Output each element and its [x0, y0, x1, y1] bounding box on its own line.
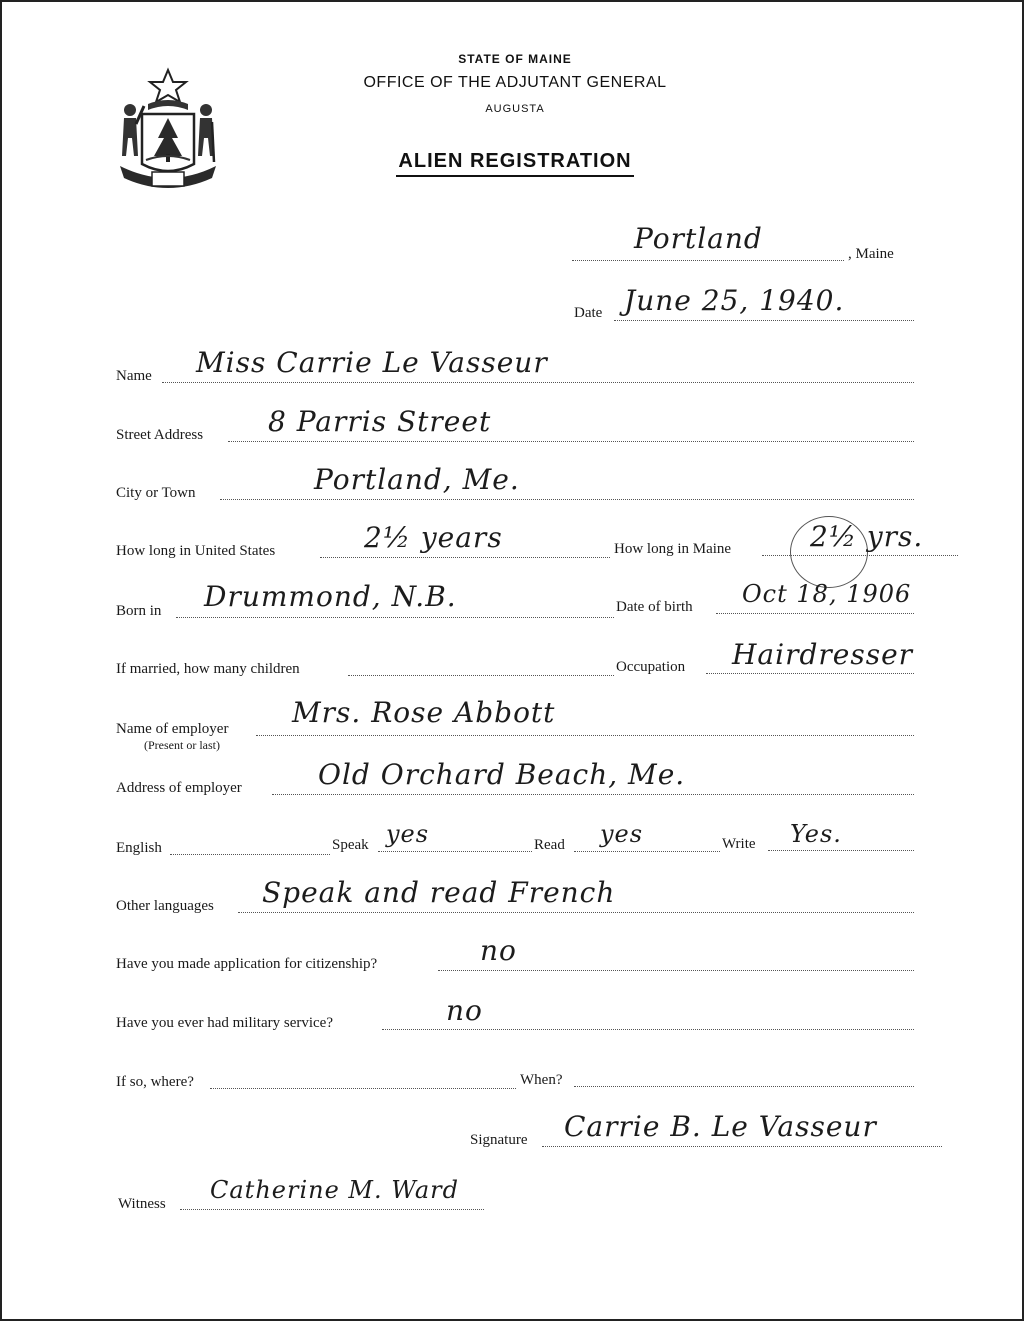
read-label: Read — [534, 837, 565, 853]
employer-address-label: Address of employer — [116, 780, 242, 796]
english-label: English — [116, 840, 162, 856]
how-long-us-value: 2½ years — [364, 521, 503, 554]
read-line — [574, 851, 720, 852]
street-line — [228, 441, 914, 442]
how-long-us-label: How long in United States — [116, 543, 276, 559]
other-languages-label: Other languages — [116, 898, 214, 914]
header-state: STATE OF MAINE — [458, 52, 572, 66]
name-value: Miss Carrie Le Vasseur — [196, 346, 548, 379]
signature-line — [542, 1146, 942, 1147]
name-line — [162, 382, 914, 383]
write-value: Yes. — [790, 820, 842, 848]
when-line — [574, 1086, 914, 1087]
witness-value: Catherine M. Ward — [210, 1176, 459, 1204]
occupation-label: Occupation — [616, 659, 686, 675]
date-of-birth-value: Oct 18, 1906 — [742, 580, 912, 608]
street-label: Street Address — [116, 427, 204, 443]
employer-name-label: Name of employer — [116, 721, 229, 737]
header-office: OFFICE OF THE ADJUTANT GENERAL — [363, 74, 667, 91]
city-town-value: Portland, Me. — [314, 463, 520, 496]
date-of-birth-label: Date of birth — [616, 599, 693, 615]
form-title-text: ALIEN REGISTRATION — [396, 150, 633, 177]
form-title — [300, 150, 730, 173]
street-value: 8 Parris Street — [268, 405, 492, 438]
speak-line — [378, 851, 532, 852]
city-town-label: City or Town — [116, 485, 196, 501]
speak-label: Speak — [332, 837, 369, 853]
employer-address-value: Old Orchard Beach, Me. — [318, 758, 686, 791]
married-children-line — [348, 675, 614, 676]
employer-note: (Present or last) — [144, 738, 220, 752]
maine-label: , Maine — [848, 246, 894, 262]
employer-address-line — [272, 794, 914, 795]
city-town-line — [220, 499, 914, 500]
citizenship-line — [438, 970, 914, 971]
when-label: When? — [520, 1072, 563, 1088]
signature-label: Signature — [470, 1132, 528, 1148]
speak-value: yes — [386, 820, 430, 848]
other-languages-line — [238, 912, 914, 913]
born-in-label: Born in — [116, 603, 162, 619]
if-so-where-label: If so, where? — [116, 1074, 194, 1090]
born-in-value: Drummond, N.B. — [204, 580, 457, 613]
born-in-line — [176, 617, 614, 618]
occupation-value: Hairdresser — [732, 638, 914, 671]
military-line — [382, 1029, 914, 1030]
signature-value: Carrie B. Le Vasseur — [564, 1110, 877, 1143]
write-line — [768, 850, 914, 851]
married-children-label: If married, how many children — [116, 661, 300, 677]
place-value: Portland — [634, 222, 763, 255]
how-long-us-line — [320, 557, 610, 558]
military-label: Have you ever had military service? — [116, 1015, 333, 1031]
how-long-maine-value: 2½ yrs. — [810, 520, 924, 553]
english-line — [170, 854, 330, 855]
write-label: Write — [722, 836, 756, 852]
other-languages-value: Speak and read French — [262, 876, 616, 909]
date-value: June 25, 1940. — [624, 284, 845, 317]
date-label: Date — [574, 305, 603, 321]
how-long-maine-label: How long in Maine — [614, 541, 732, 557]
header-city: AUGUSTA — [485, 103, 545, 115]
date-of-birth-line — [716, 613, 914, 614]
citizenship-label: Have you made application for citizenship? — [116, 956, 378, 972]
read-value: yes — [600, 820, 644, 848]
witness-label: Witness — [118, 1196, 166, 1212]
maine-seal-icon — [112, 66, 224, 194]
place-line — [572, 260, 844, 261]
if-so-where-line — [210, 1088, 516, 1089]
employer-name-line — [256, 735, 914, 736]
occupation-line — [706, 673, 914, 674]
military-value: no — [446, 994, 483, 1027]
witness-line — [180, 1209, 484, 1210]
name-label: Name — [116, 368, 152, 384]
date-line — [614, 320, 914, 321]
employer-name-value: Mrs. Rose Abbott — [292, 696, 556, 729]
citizenship-value: no — [480, 934, 517, 967]
